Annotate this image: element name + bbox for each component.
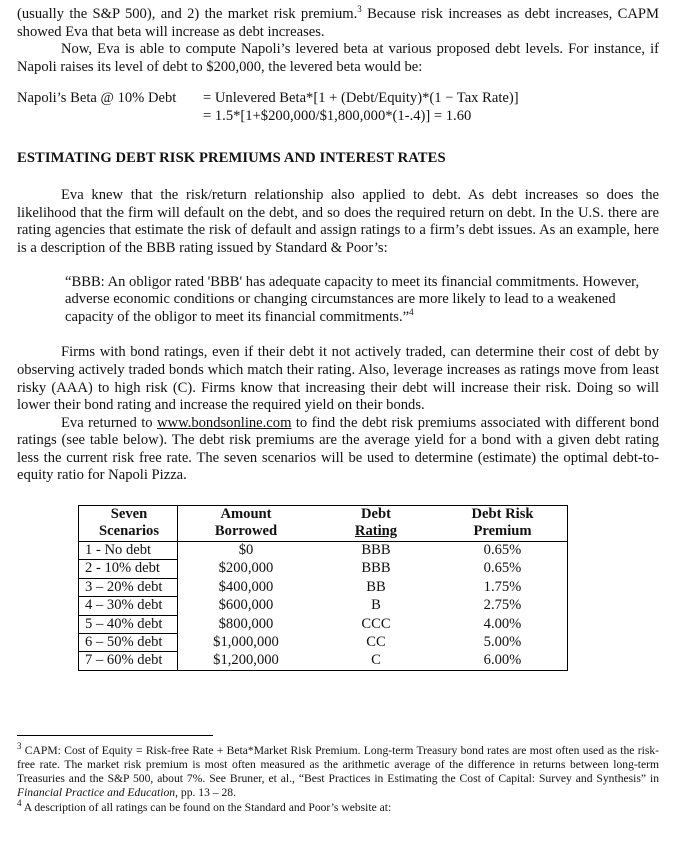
header-rating-1: Debt: [314, 506, 438, 524]
cell-premium: 2.75%: [438, 597, 568, 615]
header-rating-2-text: Rating: [354, 523, 398, 540]
debt-risk-premium-table: [78, 505, 568, 671]
cell-amount: $1,200,000: [178, 652, 315, 670]
table-row: [79, 560, 568, 578]
table-header-row-1: [79, 506, 568, 524]
footnote-4-mark: 4: [17, 797, 22, 808]
quote-text: “BBB: An obligor rated 'BBB' has adequate capacity to meet its financial commitments. However, adverse economic conditions or changing circumstances are more likely to lead to a weakened capacity of the obligor to meet its financial commitments.”: [65, 273, 640, 325]
footnote-3-mark: 3: [17, 740, 22, 751]
cell-premium: 0.65%: [438, 541, 568, 559]
cell-rating: C: [314, 652, 438, 670]
footnote-3-text-a: CAPM: Cost of Equity = Risk-free Rate + Beta*Market Risk Premium. Long-term Treasury bond rates are most often used as the risk-free rate. The market risk premium is most often measured as the arithmetic average of the difference in returns between long-term Treasuries and the S&P 500, about 7%. See Bruner, et al., “Best Practices in Estimating the Cost of Capital: Survey and Synthesis” in: [17, 743, 659, 786]
cell-rating: CCC: [361, 615, 391, 632]
debt-risk-paragraph: Eva knew that the risk/return relationship also applied to debt. As debt increases so does the likelihood that the firm will default on the debt, and so does the required return on debt. In the U.S. there are rating agencies that estimate the risk of default and assign ratings to a firm’s debt issues. As an example, here is a description of the BBB rating issued by Standard & Poor’s:: [17, 187, 659, 256]
header-premium-1: Debt Risk: [438, 506, 568, 524]
header-amount-2: Borrowed: [214, 523, 278, 540]
footnote-divider: [17, 735, 213, 736]
cell-premium: 6.00%: [438, 652, 568, 670]
table-row: [79, 633, 568, 651]
web-text-after: to find the debt risk premiums associated with different bond ratings (see table below). The debt risk premiums are the average yield for a bond with a given debt rating less the current risk free rate. The seven scenarios will be used to determine (estimate) the optimal debt-to-equity ratio for Napoli Pizza.: [17, 414, 660, 484]
cell-premium: 5.00%: [438, 633, 568, 651]
section-heading: ESTIMATING DEBT RISK PREMIUMS AND INTEREST RATES: [17, 149, 446, 166]
equation-line-2: = 1.5*[1+$200,000/$1,800,000*(1-.4)] = 1.60: [203, 107, 472, 124]
beta-equation: [17, 90, 659, 125]
cell-scenario: 3 – 20% debt: [79, 578, 178, 596]
bond-ratings-paragraph: Firms with bond ratings, even if their debt it not actively traded, can determine their cost of debt by observing actively traded bonds which match their rating. Also, leverage increases as ratings move from least risky (AAA) to high risk (C). Firms know that increasing their debt will increase their risk. Doing so will lower their bond rating and increase the required yield on their bonds.: [17, 344, 659, 414]
cell-amount: $200,000: [218, 560, 274, 577]
cell-rating: CC: [366, 633, 386, 650]
table-row: [79, 578, 568, 596]
table-header-row-2: [79, 523, 568, 541]
cell-scenario: 4 – 30% debt: [79, 597, 178, 615]
document-page: [17, 6, 659, 815]
header-amount-1: Amount: [178, 506, 315, 524]
footnotes: [17, 740, 659, 815]
cell-amount: $400,000: [218, 578, 274, 595]
header-rating-2: [314, 523, 438, 541]
cell-amount: $600,000: [218, 597, 274, 614]
footnote-4-text: A description of all ratings can be found on the Standard and Poor’s website at:: [21, 800, 392, 814]
cell-scenario: 1 - No debt: [79, 541, 178, 559]
header-scenarios-1: Seven: [79, 506, 178, 524]
footnote-3-text-b: , pp. 13 – 28.: [175, 786, 236, 800]
beta-paragraph: Now, Eva is able to compute Napoli’s levered beta at various proposed debt levels. For instance, if Napoli raises its level of debt to $200,000, the levered beta would be:: [17, 41, 659, 75]
cell-scenario: 6 – 50% debt: [79, 633, 178, 651]
equation-line-1: = Unlevered Beta*[1 + (Debt/Equity)*(1 − Tax Rate)]: [203, 90, 519, 107]
footnote-3: [17, 740, 659, 801]
cell-amount: $0: [178, 541, 315, 559]
bbb-quote: [65, 274, 659, 327]
footnote-ref-4[interactable]: 4: [409, 306, 414, 317]
cell-amount: $1,000,000: [213, 633, 279, 650]
web-text-before: Eva returned to: [61, 414, 157, 431]
cell-rating: B: [371, 597, 381, 614]
cell-premium: 0.65%: [438, 560, 568, 578]
intro-text-a: (usually the S&P 500), and 2) the market risk premium.: [17, 6, 358, 22]
header-scenarios-2: Scenarios: [79, 523, 178, 541]
equation-body: [203, 90, 519, 125]
table-row: [79, 541, 568, 559]
equation-label: Napoli’s Beta @ 10% Debt: [17, 90, 177, 107]
footnote-4: [17, 797, 659, 815]
footnote-ref-3[interactable]: 3: [357, 4, 362, 15]
cell-rating: BB: [366, 578, 386, 595]
cell-scenario: 7 – 60% debt: [79, 652, 178, 670]
table-row: [79, 597, 568, 615]
cell-scenario: 5 – 40% debt: [79, 615, 178, 633]
cell-amount: $800,000: [218, 615, 274, 632]
table-row: [79, 652, 568, 670]
intro-text-b: Because risk increases as debt increases, CAPM showed Eva that beta will increase as debt increases.: [17, 6, 659, 40]
bondsonline-link[interactable]: www.bondsonline.com: [157, 414, 292, 431]
bondsonline-paragraph: [17, 415, 659, 485]
cell-scenario: 2 - 10% debt: [79, 560, 178, 578]
header-premium-2: Premium: [438, 523, 568, 541]
cell-rating: BBB: [314, 541, 438, 559]
cell-rating: BBB: [361, 560, 391, 577]
footnote-3-journal: Financial Practice and Education: [17, 786, 176, 800]
intro-paragraph: [17, 6, 659, 41]
cell-premium: 1.75%: [438, 578, 568, 596]
cell-premium: 4.00%: [438, 615, 568, 633]
table-row: [79, 615, 568, 633]
